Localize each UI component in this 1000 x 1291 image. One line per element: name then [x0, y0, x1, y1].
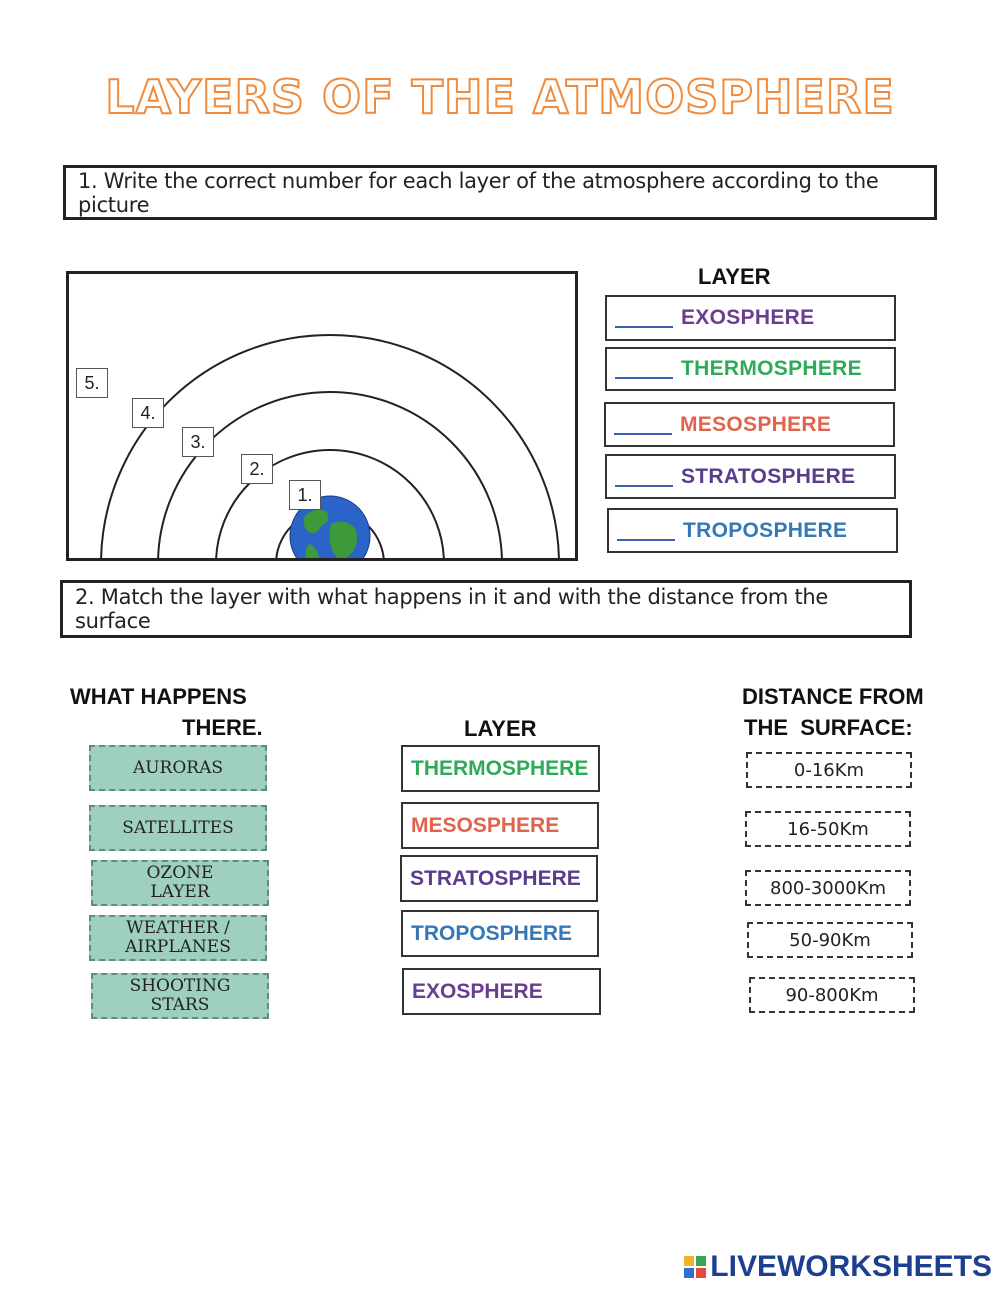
answer-row-thermosphere[interactable]	[605, 347, 896, 391]
happens-text: AIRPLANES	[125, 937, 231, 957]
layer-label-mesosphere: MESOSPHERE	[680, 412, 832, 436]
instruction-2	[60, 580, 912, 638]
match-layer-troposphere[interactable]: TROPOSPHERE	[401, 910, 599, 957]
layer-label-troposphere: TROPOSPHERE	[683, 518, 848, 542]
diagram-number-1: 1.	[289, 480, 321, 510]
match-layer-thermosphere[interactable]: THERMOSPHERE	[401, 745, 600, 792]
answer-row-troposphere[interactable]	[607, 508, 898, 553]
happens-card-weather[interactable]	[89, 915, 267, 961]
layer-header-2: LAYER	[464, 716, 537, 741]
distance-card[interactable]: 90-800Km	[749, 977, 915, 1013]
happens-text: OZONE	[146, 863, 214, 883]
answer-blank[interactable]	[615, 308, 673, 328]
diagram-number-3: 3.	[182, 427, 214, 457]
atmosphere-diagram	[66, 271, 578, 561]
answer-blank[interactable]	[617, 521, 675, 541]
happens-card-ozone[interactable]	[91, 860, 269, 906]
happens-card-satellites[interactable]	[89, 805, 267, 851]
happens-header-line2: THERE.	[182, 715, 263, 740]
instruction-1	[63, 165, 937, 220]
distance-card[interactable]: 800-3000Km	[745, 870, 911, 906]
answer-blank[interactable]	[614, 415, 672, 435]
happens-text: SHOOTING	[129, 976, 231, 996]
happens-header-line1: WHAT HAPPENS	[70, 684, 247, 709]
diagram-number-5: 5.	[76, 368, 108, 398]
match-layer-stratosphere[interactable]: STRATOSPHERE	[400, 855, 598, 902]
distance-card[interactable]: 0-16Km	[746, 752, 912, 788]
answer-blank[interactable]	[615, 467, 673, 487]
layer-header-1: LAYER	[698, 264, 771, 289]
worksheet-title: LAYERS OF THE ATMOSPHERE	[105, 70, 895, 124]
instruction-1-text: 1. Write the correct number for each layer of the atmosphere according to the picture	[78, 168, 879, 217]
distance-card[interactable]: 50-90Km	[747, 922, 913, 958]
distance-header-line2: THE SURFACE:	[744, 715, 913, 740]
brand-text: LIVEWORKSHEETS	[710, 1250, 992, 1283]
diagram-number-2: 2.	[241, 454, 273, 484]
answer-blank[interactable]	[615, 359, 673, 379]
answer-row-mesosphere[interactable]	[604, 402, 895, 447]
distance-header-line1: DISTANCE FROM	[742, 684, 924, 709]
match-layer-exosphere[interactable]: EXOSPHERE	[402, 968, 601, 1015]
happens-text: LAYER	[150, 882, 210, 902]
liveworksheets-logo-icon	[684, 1256, 706, 1278]
happens-text: STARS	[150, 995, 210, 1015]
happens-text: WEATHER /	[126, 918, 230, 938]
match-layer-mesosphere[interactable]: MESOSPHERE	[401, 802, 599, 849]
layer-label-thermosphere: THERMOSPHERE	[681, 357, 862, 380]
instruction-2-text: 2. Match the layer with what happens in it and with the distance from the surface	[75, 585, 829, 633]
happens-card-shooting-stars[interactable]	[91, 973, 269, 1019]
distance-card[interactable]: 16-50Km	[745, 811, 911, 847]
diagram-number-4: 4.	[132, 398, 164, 428]
layer-label-exosphere: EXOSPHERE	[681, 306, 815, 329]
happens-card-auroras[interactable]	[89, 745, 267, 791]
happens-text: SATELLITES	[122, 817, 234, 838]
happens-text: AURORAS	[132, 757, 224, 778]
answer-row-exosphere[interactable]	[605, 295, 896, 341]
liveworksheets-brand	[684, 1250, 992, 1284]
answer-row-stratosphere[interactable]	[605, 454, 896, 499]
layer-label-stratosphere: STRATOSPHERE	[681, 464, 856, 488]
